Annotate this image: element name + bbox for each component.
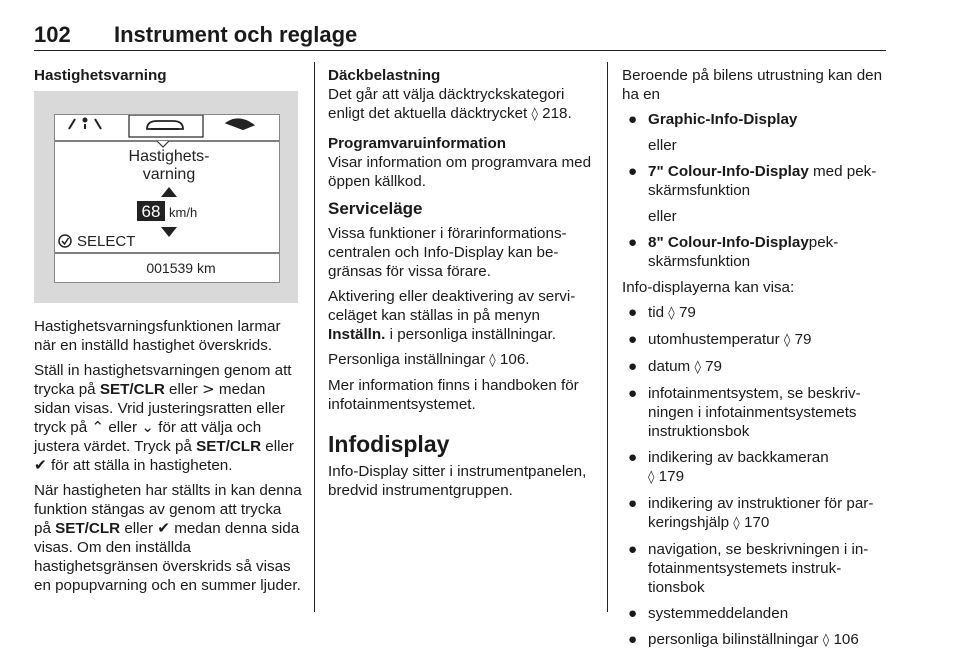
column-divider-2 <box>607 62 608 612</box>
list-item: ● personliga bilinställningar ◊ 106 <box>628 631 859 648</box>
paragraph-3: När hastigheten har ställts in kan denna funktion stängas av genom att trycka på SET/CLR eller ✔ medan denna sida visas. Om den inställda hastighetsgränsen överskrids så visas en popupvarning och en summer ljuder. <box>34 482 302 594</box>
paragraph-2: Ställ in hastighetsvarningen genom att trycka på SET/CLR eller > medan sidan visas. Vrid justeringsratten eller tryck på ⌃ eller ⌄ för att välja och justera värdet. Tryck på SET/CLR eller ✔ för att ställa in hastigheten. <box>34 362 294 474</box>
display-illustration <box>55 115 279 282</box>
option-graphic-info-display: ● Graphic-Info-Display <box>628 111 798 128</box>
chevron-right-icon: > <box>201 380 215 398</box>
display-screen <box>54 114 280 283</box>
paragraph-software-info: Visar information om programvara med öppen källkod. <box>328 154 592 190</box>
paragraph-service-1: Vissa funktioner i förarinformationscentralen och Info-Display kan begränsas för vissa förare. <box>328 225 567 280</box>
option-7-colour-info-display: ● 7" Colour-Info-Display med pekskärmsfunktion <box>628 163 877 199</box>
heading-software-info: Programvaruinformation <box>328 135 507 152</box>
select-label: SELECT <box>77 233 136 250</box>
list-item: ● datum ◊ 79 <box>628 358 723 375</box>
paragraph-service-4: Mer information finns i handboken för infotainmentsystemet. <box>328 377 579 413</box>
list-item: ● navigation, se beskrivningen i infotainmentsystemets instruktionsbok <box>628 541 869 596</box>
display-label-line2: varning <box>142 166 196 183</box>
arrow-down-icon <box>161 227 177 237</box>
list-item: ● utomhustemperatur ◊ 79 <box>628 331 812 348</box>
list-item: ● tid ◊ 79 <box>628 304 696 321</box>
reference-icon: ◊ <box>783 333 791 348</box>
heading-tire-load: Däckbelastning <box>328 67 441 84</box>
arrow-up-icon <box>161 187 177 197</box>
or-text-1: eller <box>648 137 677 154</box>
display-label-line1: Hastighets- <box>128 148 210 165</box>
speed-value: 68 <box>141 202 161 221</box>
heading-service-mode: Serviceläge <box>328 199 423 218</box>
column-3 <box>622 66 888 657</box>
paragraph-1: Hastighetsvarningsfunktionen larmar när en inställd hastighet överskrids. <box>34 318 281 354</box>
reference-icon: ◊ <box>822 633 830 648</box>
paragraph-service-2: Aktivering eller deaktivering av serviceläget kan ställas in på menyn Inställn. i personliga inställningar. <box>328 288 576 343</box>
reference-icon: ◊ <box>489 353 496 368</box>
option-8-colour-info-display: ● 8" Colour-Info-Displaypekskärmsfunktion <box>628 234 839 270</box>
reference-icon: ◊ <box>694 360 701 375</box>
column-2 <box>328 66 594 506</box>
section-heading-speed-warning: Hastighetsvarning <box>34 67 167 84</box>
speed-warning-figure <box>34 91 298 303</box>
list-item: ● infotainmentsystem, se beskrivningen i infotainmentsystemets instruktionsbok <box>628 385 861 440</box>
chevron-up-icon: ⌃ <box>91 418 105 436</box>
list-item: ● indikering av instruktioner för parkeringshjälp ◊ 170 <box>628 495 874 531</box>
display-items-list <box>622 303 888 650</box>
column-divider-1 <box>314 62 315 612</box>
checkmark-icon: ✔ <box>157 519 170 537</box>
reference-icon: ◊ <box>531 107 538 122</box>
tab-icons <box>69 115 253 137</box>
heading-infodisplay: Infodisplay <box>328 431 450 457</box>
column-1 <box>34 66 302 601</box>
reference-icon: ◊ <box>733 516 740 531</box>
list-item: ● systemmeddelanden <box>628 605 789 622</box>
paragraph-infodisplay: Info-Display sitter i instrumentpanelen, bredvid instrumentgruppen. <box>328 463 587 499</box>
list-item: ● indikering av backkameran ◊ 179 <box>628 449 829 485</box>
reference-icon: ◊ <box>648 470 655 485</box>
select-check-icon <box>59 235 71 247</box>
chapter-title: Instrument och reglage <box>114 22 358 47</box>
page-number: 102 <box>34 22 71 47</box>
speed-unit: km/h <box>169 205 198 220</box>
chevron-down-icon: ⌄ <box>141 418 155 436</box>
reference-icon: ◊ <box>668 306 675 321</box>
paragraph-intro: Beroende på bilens utrustning kan den ha en <box>622 67 883 103</box>
page-header <box>34 22 886 51</box>
paragraph-service-3: Personliga inställningar ◊ 106. <box>328 351 530 368</box>
list-intro: Info-displayerna kan visa: <box>622 279 795 296</box>
paragraph-tire-load: Det går att välja däcktryckskategori enligt det aktuella däcktrycket ◊ 218. <box>328 86 572 122</box>
or-text-2: eller <box>648 208 677 225</box>
checkmark-icon: ✔ <box>34 456 47 474</box>
odometer-reading: 001539 km <box>146 260 216 276</box>
